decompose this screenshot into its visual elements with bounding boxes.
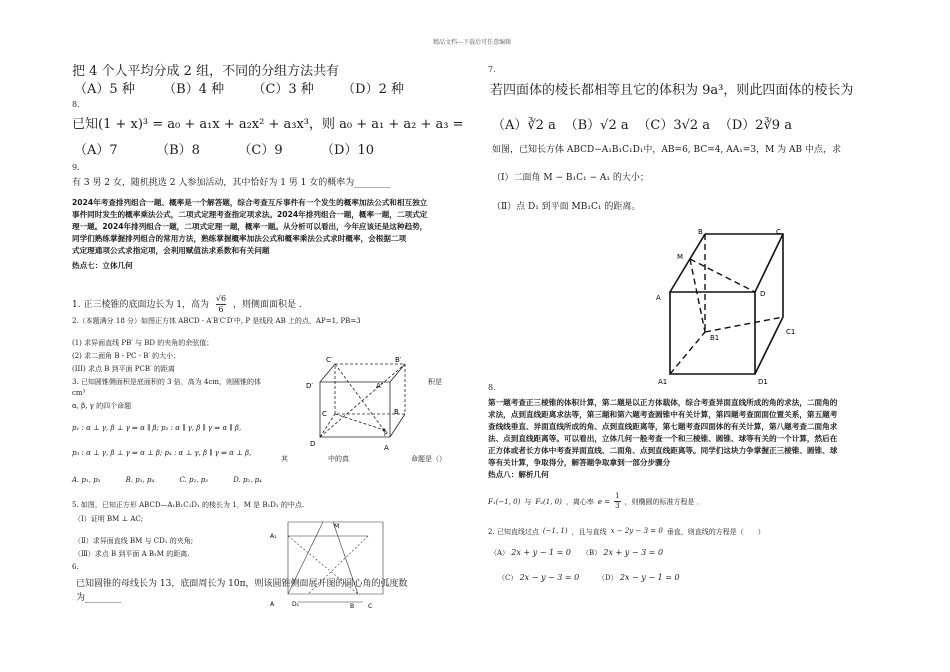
focus-f2: F₂(1, 0) bbox=[535, 497, 562, 506]
proposition-suffix: 其 bbox=[281, 455, 288, 463]
edge bbox=[288, 522, 323, 594]
eccentricity-symbol: e = bbox=[597, 497, 611, 506]
question-7-text: 若四面体的棱长都相等且它的体积为 9a³，则此四面体的棱长为 bbox=[490, 83, 854, 98]
back-face bbox=[335, 364, 405, 414]
option-a: （A）∛2 a bbox=[492, 118, 556, 133]
note-line: 同学们熟练掌握排列组合的常用方法，熟练掌握概率加法公式和概率乘法公式求时概率，会根据二项 bbox=[72, 234, 407, 243]
label-d-prime: D′ bbox=[306, 382, 313, 390]
option-d: （D）10 bbox=[321, 143, 374, 158]
option-d: （D）2 种 bbox=[342, 82, 404, 97]
geometry-q5-part2: （Ⅱ）求异面直线 BM 与 CD₁ 的夹角; bbox=[74, 537, 194, 545]
note-line: 式定理通项公式求指定项，会利用赋值法求系数和有关问题 bbox=[72, 246, 270, 255]
label-d: D bbox=[310, 440, 316, 448]
fraction-denominator: 6 bbox=[218, 305, 224, 314]
analysis-line: 求法，点到直线距离求法等，第三题和第六题考查圆锥中有关计算，第四题考查面面位置关系，第五题考 bbox=[488, 410, 838, 419]
option-b: （B）8 bbox=[156, 143, 200, 158]
option-b: （B）√2 a bbox=[564, 118, 629, 133]
label-a: A bbox=[384, 444, 389, 452]
geometry-q1-text bbox=[72, 294, 308, 315]
option-key: （D） bbox=[598, 574, 618, 582]
rect-prism-figure bbox=[268, 514, 393, 614]
hot-topic-7-heading: 热点七：立体几何 bbox=[72, 261, 133, 270]
back-outline bbox=[705, 234, 783, 374]
label-b: B bbox=[698, 228, 703, 236]
label-b: B bbox=[350, 603, 355, 610]
label-d: D bbox=[760, 290, 766, 298]
line-question-text: 2. 已知直线过点 bbox=[488, 528, 539, 536]
question-7-options bbox=[492, 114, 792, 133]
label-a: A bbox=[656, 294, 661, 302]
label-c1: C1 bbox=[786, 328, 796, 336]
cuboid-problem-part1: （Ⅰ）二面角 M − B₁C₁ − A₁ 的大小； bbox=[492, 173, 649, 183]
diagonal bbox=[335, 364, 384, 430]
question-9-text: 有 3 男 2 女，随机挑选 2 人参加活动，其中恰好为 1 男 1 女的概率为________ bbox=[72, 178, 391, 188]
q1-pre: 1. 正三棱锥的底面边长为 1，高为 bbox=[72, 300, 210, 310]
option-b: B. p₁, p₄ bbox=[125, 476, 155, 484]
volume-unit: cm³ bbox=[72, 389, 86, 397]
geometry-q5-part3: （Ⅲ）求点 B 到平面 A B₁M 的距离. bbox=[74, 550, 190, 558]
conjunction: 与 bbox=[524, 497, 532, 506]
geometry-q2-part3: (III) 求点 B 到平面 PCB′ 的距离 bbox=[72, 365, 175, 373]
label-c: C bbox=[322, 410, 327, 418]
geometry-analysis bbox=[488, 397, 893, 469]
outer-frame bbox=[288, 522, 383, 594]
label-c: C bbox=[776, 228, 781, 236]
diagonal bbox=[335, 414, 384, 430]
label-m: M bbox=[334, 523, 340, 530]
label-b: B bbox=[394, 408, 399, 416]
fraction-numerator: √6 bbox=[215, 294, 227, 303]
analysis-line: 等有关计算，争取得分，解答题争取拿到一部分步骤分 bbox=[488, 458, 671, 467]
option-a bbox=[490, 548, 571, 558]
question-9-number: 9. bbox=[72, 163, 80, 172]
focus-f1: F₁(−1, 0) bbox=[488, 497, 521, 506]
option-value: 2x − y − 1 = 0 bbox=[619, 573, 680, 582]
label-m: M bbox=[677, 253, 684, 261]
option-b bbox=[582, 548, 663, 558]
option-d: （D）2∛9 a bbox=[718, 118, 792, 133]
geometry-q5-part1: （Ⅰ）证明 BM ⊥ AC; bbox=[74, 515, 144, 523]
page-header: 精品文档---下载后可任意编辑 bbox=[433, 39, 512, 46]
option-value: 2x + y − 3 = 0 bbox=[603, 548, 664, 557]
option-a: （A）5 种 bbox=[74, 82, 135, 97]
question-7-number: 7. bbox=[488, 65, 496, 74]
geometry-q6-text: 已知圆锥的母线长为 13，底面周长为 10π，则该圆锥侧面展开图的圆心角的弧度数 bbox=[76, 579, 408, 589]
question-8-number-right: 8. bbox=[488, 383, 496, 392]
label-a: A bbox=[270, 601, 275, 608]
label-a1: A₁ bbox=[270, 533, 277, 540]
geometry-q6-blank: 为________ bbox=[76, 593, 122, 603]
analysis-line: 正方体或者长方体中考查异面直线、二面角、点到直线距离等。同学们这块力争掌握正三棱锥、圆锥、球 bbox=[488, 446, 838, 455]
option-key: （A） bbox=[490, 549, 510, 557]
cuboid-figure bbox=[650, 222, 825, 392]
option-value: 2x − y − 3 = 0 bbox=[519, 573, 580, 582]
geometry-q2-part1: (1) 求异面直线 PB′ 与 BD 的夹角的余弦值； bbox=[72, 339, 214, 347]
option-c: C. p₂, p₃ bbox=[179, 476, 208, 484]
edge bbox=[390, 414, 405, 437]
line-question-tail: 垂直，则直线的方程是（ ） bbox=[666, 528, 765, 536]
option-value: 2x + y − 1 = 0 bbox=[511, 548, 571, 557]
analysis-line: 查线线垂直、异面直线所成的角、点到直线距离等，第七题考查四面体的有关计算，第八题考查二面角求 bbox=[488, 422, 838, 431]
fraction-numerator: 1 bbox=[615, 492, 620, 500]
cuboid-problem-part2: （Ⅱ）点 D₁ 到平面 MB₁C₁ 的距离。 bbox=[492, 202, 641, 212]
given-line: x − 2y − 3 = 0 bbox=[610, 527, 663, 535]
question-8-options bbox=[74, 139, 374, 158]
note-line: 理一题。2024年排列组合一题，二项式定理一题，概率一题。从分析可以看出，今年应该还是这种趋势， bbox=[72, 222, 428, 231]
edge bbox=[755, 234, 783, 292]
front-face bbox=[670, 292, 755, 374]
cuboid-problem-text: 如图，已知长方体 ABCD−A₁B₁C₁D₁中，AB=6, BC=4, AA₁=3，M 为 AB 中点，求 bbox=[492, 145, 841, 155]
option-c: （C）3√2 a bbox=[637, 118, 711, 133]
option-c: （C）9 bbox=[238, 143, 283, 158]
option-b: （B）4 种 bbox=[163, 82, 225, 97]
ellipse-question bbox=[488, 492, 704, 511]
hidden-edge bbox=[670, 332, 705, 374]
geometry-q3-text: 3. 已知圆锥侧面积是底面积的 3 倍，高为 4cm，则圆锥的体 bbox=[72, 378, 262, 386]
line-question-mid: ，且与直线 bbox=[571, 528, 607, 536]
option-a: （A）7 bbox=[74, 143, 118, 158]
proposition-true-label: 中的真 bbox=[328, 455, 349, 463]
given-point: (−1, 1) bbox=[542, 527, 568, 535]
height-fraction bbox=[216, 294, 226, 315]
option-a: A. p₁, p₃ bbox=[72, 476, 101, 484]
exam-analysis-note bbox=[72, 197, 462, 257]
cube-figure bbox=[300, 352, 415, 452]
fraction-denominator: 3 bbox=[615, 502, 620, 510]
label-c-prime: C′ bbox=[326, 356, 333, 364]
edge bbox=[320, 364, 335, 382]
note-line: 事件同时发生的概率乘法公式，二项式定理考查指定项求法。2024年排列组合一题，概率一题，二项式定 bbox=[72, 210, 428, 219]
q1-post: ，则侧面面积是 ． bbox=[232, 300, 308, 310]
label-d1: D1 bbox=[758, 378, 768, 386]
label-a-prime: A′ bbox=[376, 382, 383, 390]
geometry-q5-text: 5. 如图，已知正方形 ABCD—A₁B₁C₁D₁ 的棱长为 1，M 是 B₁D₁ 的中点. bbox=[72, 501, 305, 509]
edge bbox=[390, 364, 405, 382]
question-8-number: 8. bbox=[72, 100, 80, 109]
hidden-edge bbox=[705, 317, 783, 332]
option-key: （B） bbox=[582, 549, 602, 557]
question-group-text: 把 4 个人平均分成 2 组，不同的分组方法共有 bbox=[72, 64, 340, 79]
analysis-line: 法、点到直线距离等。可以看出，立体几何一般考查一个和三棱锥、圆锥、球等有关的一个计算，然后在 bbox=[488, 434, 838, 443]
geometry-q3-tail: 积是 bbox=[428, 378, 442, 386]
label-b1: B1 bbox=[710, 334, 720, 342]
eccentricity-fraction bbox=[614, 492, 620, 511]
question-group-options bbox=[74, 78, 404, 97]
label-p: P bbox=[384, 431, 388, 438]
line-question bbox=[488, 527, 765, 537]
option-d bbox=[598, 573, 680, 583]
proposition-line-2: p₃ : α ⊥ γ, β ⊥ γ ⇒ α ⊥ β; p₄ : α ⊥ γ, β ∥ γ ⇒ α ⊥ β, bbox=[72, 449, 252, 457]
label-b-prime: B′ bbox=[395, 356, 402, 364]
hidden-edge bbox=[690, 259, 755, 292]
edge bbox=[670, 234, 705, 292]
question-8-text: 已知(1 + x)³ = a₀ + a₁x + a₂x² + a₃x³，则 a₀ + a₁ + a₂ + a₃ = bbox=[72, 117, 464, 132]
geometry-q4-planes: α, β, γ 的四个命题 bbox=[72, 402, 132, 410]
analysis-line: 第一题考查正三棱锥的体积计算，第二题是以正方体载体，综合考查异面直线所成的角的求法，二面角的 bbox=[488, 398, 838, 407]
label-c: C bbox=[368, 603, 373, 610]
eccentricity-label: ，离心率 bbox=[565, 497, 594, 506]
note-line: 2024年考查排列组合一题、概率是一个解答题，综合考查互斥事件有一个发生的概率加法公式和相互独立 bbox=[72, 198, 428, 207]
proposition-line-1: p₁ : α ⊥ γ, β ⊥ γ ⇒ α ∥ β; p₂ : α ∥ γ, β ∥ γ ⇒ α ∥ β, bbox=[72, 424, 242, 432]
proposition-options bbox=[72, 476, 262, 484]
label-d1: D₁ bbox=[292, 601, 300, 608]
hot-topic-8-heading: 热点八：解析几何 bbox=[488, 470, 549, 479]
option-key: （C） bbox=[498, 574, 518, 582]
proposition-question: 命题是（） bbox=[411, 455, 446, 463]
option-d: D. p₂, p₄ bbox=[233, 476, 262, 484]
geometry-q2-text: 2.（本题满分 18 分）如图正方体 ABCD - A′B′C′D′中, P 是线段 AB 上的点，AP=1, PB=3 bbox=[72, 317, 361, 325]
option-c bbox=[498, 573, 579, 583]
edge bbox=[333, 522, 358, 594]
diagonal bbox=[288, 536, 358, 594]
geometry-q6-number: 6. bbox=[72, 563, 79, 571]
option-c: （C）3 种 bbox=[252, 82, 314, 97]
ellipse-question-tail: ，则椭圆的标准方程是 ． bbox=[624, 497, 704, 506]
label-a1: A1 bbox=[658, 378, 668, 386]
hidden-edge bbox=[690, 259, 705, 332]
geometry-q2-part2: (2) 求二面角 B - PC - B′ 的大小； bbox=[72, 352, 181, 360]
diagonal bbox=[308, 536, 368, 594]
